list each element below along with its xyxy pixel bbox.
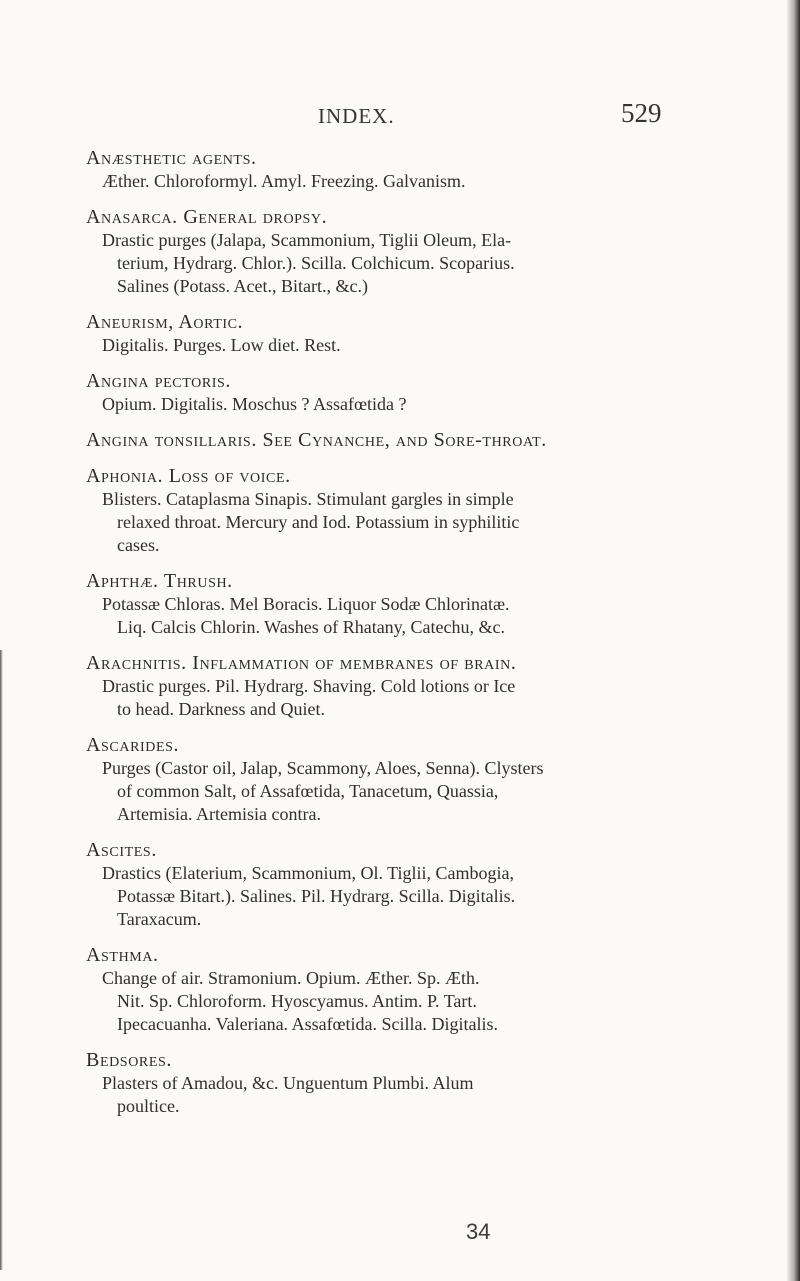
entry-line: Salines (Potass. Acet., Bitart., &c.) — [117, 276, 368, 296]
entry-heading: Ascites. — [86, 839, 157, 861]
entry-heading: Anasarca. General dropsy. — [86, 206, 328, 228]
entry-line: Taraxacum. — [117, 909, 202, 929]
entry-line: Purges (Castor oil, Jalap, Scammony, Aloes, Senna). Clysters — [102, 758, 544, 778]
entry-heading: Aphthæ. Thrush. — [86, 570, 233, 592]
entry-heading: Angina tonsillaris. See Cynanche, and Sore-throat. — [86, 429, 547, 451]
entry-heading: Aneurism, Aortic. — [86, 311, 244, 333]
entry-line: Blisters. Cataplasma Sinapis. Stimulant gargles in simple — [102, 489, 514, 509]
index-entry — [86, 838, 726, 931]
entry-line: Digitalis. Purges. Low diet. Rest. — [102, 335, 341, 355]
entry-line: to head. Darkness and Quiet. — [117, 699, 325, 719]
index-entry — [86, 205, 726, 298]
entry-line: relaxed throat. Mercury and Iod. Potassium in syphilitic — [117, 512, 520, 532]
entry-line: Change of air. Stramonium. Opium. Æther. Sp. Æth. — [102, 968, 480, 988]
entry-line: Ipecacuanha. Valeriana. Assafœtida. Scilla. Digitalis. — [117, 1014, 499, 1034]
index-entry — [86, 428, 726, 452]
entry-heading: Angina pectoris. — [86, 370, 232, 392]
entry-line: Æther. Chloroformyl. Amyl. Freezing. Galvanism. — [102, 171, 466, 191]
entry-heading: Arachnitis. Inflammation of membranes of brain. — [86, 652, 517, 674]
signature-mark: 34 — [466, 1219, 491, 1244]
entry-heading: Anæsthetic agents. — [86, 147, 257, 169]
entry-line: poultice. — [117, 1096, 180, 1116]
page-number: 529 — [621, 98, 662, 128]
entry-line: of common Salt, of Assafœtida, Tanacetum, Quassia, — [117, 781, 499, 801]
entry-line: Drastic purges (Jalapa, Scammonium, Tiglii Oleum, Ela- — [102, 230, 512, 250]
index-entry — [86, 310, 726, 357]
entry-heading: Bedsores. — [86, 1049, 172, 1071]
entry-line: Nit. Sp. Chloroform. Hyoscyamus. Antim. P. Tart. — [117, 991, 477, 1011]
index-entry — [86, 369, 726, 416]
index-entry — [86, 569, 726, 639]
index-entry — [86, 943, 726, 1036]
entry-line: Potassæ Bitart.). Salines. Pil. Hydrarg. Scilla. Digitalis. — [117, 886, 516, 906]
entry-line: Artemisia. Artemisia contra. — [117, 804, 321, 824]
index-entry — [86, 733, 726, 826]
entry-line: Liq. Calcis Chlorin. Washes of Rhatany, Catechu, &c. — [117, 617, 505, 637]
index-entry — [86, 651, 726, 721]
entry-line: Drastic purges. Pil. Hydrarg. Shaving. Cold lotions or Ice — [102, 676, 516, 696]
entry-line: Potassæ Chloras. Mel Boracis. Liquor Sodæ Chlorinatæ. — [102, 594, 510, 614]
index-entry — [86, 146, 726, 193]
entry-heading: Ascarides. — [86, 734, 180, 756]
entry-line: terium, Hydrarg. Chlor.). Scilla. Colchicum. Scoparius. — [117, 253, 515, 273]
index-entries — [86, 146, 726, 1130]
entry-line: Plasters of Amadou, &c. Unguentum Plumbi. Alum — [102, 1073, 474, 1093]
entry-line: cases. — [117, 535, 160, 555]
entry-line: Drastics (Elaterium, Scammonium, Ol. Tiglii, Cambogia, — [102, 863, 514, 883]
running-head: INDEX. — [318, 104, 395, 128]
page-edge-shadow — [786, 0, 800, 1281]
page-edge-rule — [0, 650, 3, 1270]
index-entry — [86, 1048, 726, 1118]
entry-heading: Aphonia. Loss of voice. — [86, 465, 291, 487]
entry-line: Opium. Digitalis. Moschus ? Assafœtida ? — [102, 394, 407, 414]
entry-heading: Asthma. — [86, 944, 159, 966]
index-entry — [86, 464, 726, 557]
